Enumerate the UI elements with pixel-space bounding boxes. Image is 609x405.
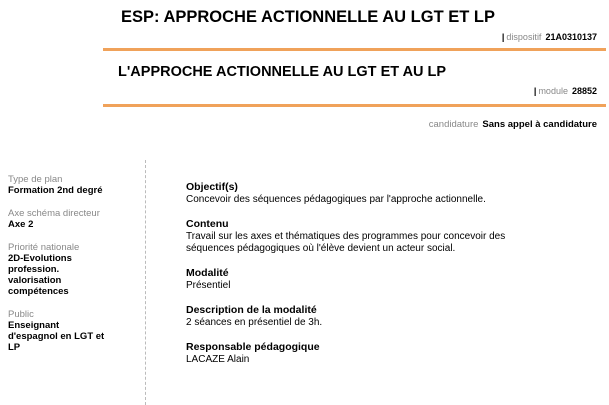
priorite-block (8, 242, 128, 297)
pipe-separator: | (533, 86, 537, 96)
priorite-value-line: valorisation (8, 275, 62, 286)
public-block (8, 309, 128, 353)
axe-value: Axe 2 (8, 219, 34, 230)
public-label: Public (8, 309, 34, 320)
candidature-value: Sans appel à candidature (482, 119, 597, 130)
type-plan-value: Formation 2nd degré (8, 185, 103, 196)
dispositif-code: 21A0310137 (545, 32, 597, 42)
module-code: 28852 (571, 86, 597, 96)
module-title: L'APPROCHE ACTIONNELLE AU LGT ET AU LP (118, 64, 447, 80)
priorite-value-line: profession. (8, 264, 60, 275)
modalite-section (186, 267, 596, 292)
public-value-line: d'espagnol en LGT et (8, 331, 105, 342)
objectifs-title: Objectif(s) (186, 181, 238, 193)
contenu-title: Contenu (186, 218, 229, 230)
responsable-section (186, 341, 596, 366)
module-label: module (538, 86, 568, 96)
priorite-value-line: compétences (8, 286, 69, 297)
public-value-line: Enseignant (8, 320, 60, 331)
priorite-label: Priorité nationale (8, 242, 80, 253)
type-plan-label: Type de plan (8, 174, 63, 185)
axe-block (8, 208, 128, 230)
pipe-separator: | (501, 32, 505, 42)
priorite-value-line: 2D-Evolutions (8, 253, 72, 264)
responsable-title: Responsable pédagogique (186, 341, 320, 353)
objectifs-section (186, 181, 596, 206)
responsable-text: LACAZE Alain (186, 354, 250, 365)
type-plan-block (8, 174, 128, 196)
contenu-section (186, 218, 596, 255)
orange-divider-top (103, 48, 606, 51)
module-code-row (534, 86, 597, 96)
dispositif-title: ESP: APPROCHE ACTIONNELLE AU LGT ET LP (120, 8, 495, 26)
dispositif-code-row (502, 32, 597, 42)
candidature-label: candidature (428, 119, 479, 130)
description-text: 2 séances en présentiel de 3h. (186, 317, 323, 328)
public-value-line: LP (8, 342, 21, 353)
description-section (186, 304, 596, 329)
modalite-text: Présentiel (186, 280, 231, 291)
contenu-text-line: séquences pédagogiques où l'élève devient un acteur social. (186, 243, 456, 254)
objectifs-text: Concevoir des séquences pédagogiques par l'approche actionnelle. (186, 194, 486, 205)
axe-label: Axe schéma directeur (8, 208, 100, 219)
contenu-text-line: Travail sur les axes et thématiques des programmes pour concevoir des (186, 231, 506, 242)
sidebar (8, 174, 128, 365)
orange-divider-bottom (103, 104, 606, 107)
dispositif-label: dispositif (506, 32, 542, 42)
description-title: Description de la modalité (186, 304, 317, 316)
candidature-row (429, 119, 597, 130)
modalite-title: Modalité (186, 267, 229, 279)
vertical-dashed-divider (145, 160, 146, 405)
main-content (186, 181, 596, 378)
